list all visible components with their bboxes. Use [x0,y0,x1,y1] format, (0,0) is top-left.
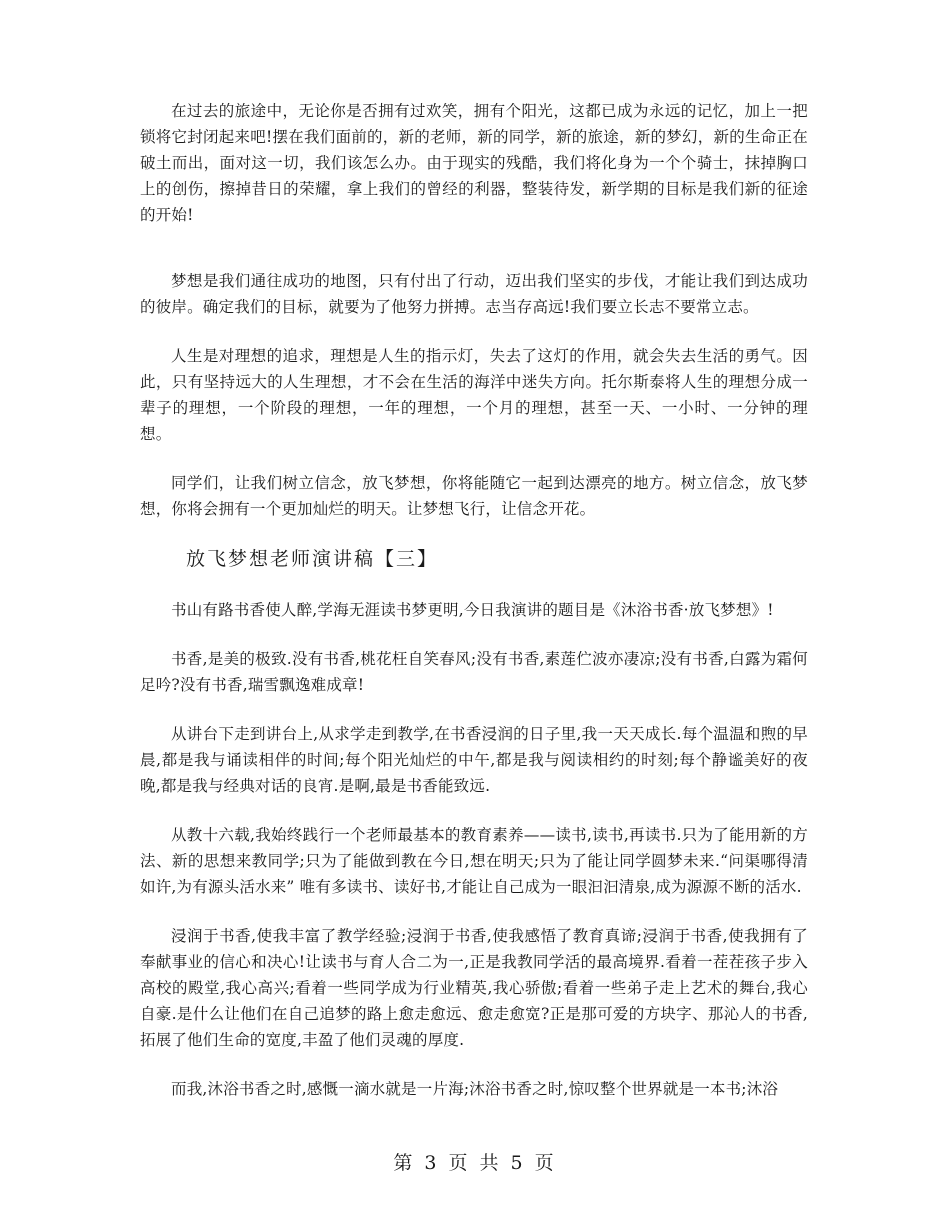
paragraph-4: 同学们，让我们树立信念，放飞梦想，你将能随它一起到达漂亮的地方。树立信念，放飞梦想，你将会拥有一个更加灿烂的明天。让梦想飞行，让信念开花。 [140,474,808,518]
paragraph-2: 梦想是我们通往成功的地图，只有付出了行动，迈出我们坚实的步伐，才能让我们到达成功的彼岸。确定我们的目标，就要为了他努力拼搏。志当存高远!我们要立长志不要常立志。 [140,272,808,316]
paragraph-8: 从教十六载,我始终践行一个老师最基本的教育素养——读书,读书,再读书.只为了能用新的方法、新的思想来教同学;只为了能做到教在今日,想在明天;只为了能让同学圆梦未来.“问渠哪得清如许,为有源头活水来” 唯有多读书、读好书,才能让自己成为一眼汩汩清泉,成为源源不断的活水. [140,826,808,896]
page-number: 第 3 页 共 5 页 [393,1152,557,1174]
paragraph-7: 从讲台下走到讲台上,从求学走到教学,在书香浸润的日子里,我一天天成长.每个温温和煦的早晨,都是我与诵读相伴的时间;每个阳光灿烂的中午,都是我与阅读相约的时刻;每个静谧美好的夜晚,都是我与经典对话的良宵.是啊,最是书香能致远. [140,725,808,795]
paragraph-10: 而我,沐浴书香之时,感慨一滴水就是一片海;沐浴书香之时,惊叹整个世界就是一本书;沐浴 [171,1080,779,1098]
paragraph-5: 书山有路书香使人醉,学海无涯读书梦更明,今日我演讲的题目是《沐浴书香·放飞梦想》! [171,601,774,619]
document-body [140,98,808,1102]
paragraph-3: 人生是对理想的追求，理想是人生的指示灯，失去了这灯的作用，就会失去生活的勇气。因此，只有坚持远大的人生理想，才不会在生活的海洋中迷失方向。托尔斯泰将人生的理想分成一辈子的理想，一个阶段的理想，一年的理想，一个月的理想，甚至一天、一小时、一分钟的理想。 [140,347,808,443]
paragraph-1: 在过去的旅途中，无论你是否拥有过欢笑，拥有个阳光，这都已成为永远的记忆，加上一把锁将它封闭起来吧!摆在我们面前的，新的老师，新的同学，新的旅途，新的梦幻，新的生命正在破土而出，面对这一切，我们该怎么办。由于现实的残酷，我们将化身为一个个骑士，抹掉胸口上的创伤，擦掉昔日的荣耀，拿上我们的曾经的利器，整装待发，新学期的目标是我们新的征途的开始! [140,102,808,224]
paragraph-9: 浸润于书香,使我丰富了教学经验;浸润于书香,使我感悟了教育真谛;浸润于书香,使我拥有了奉献事业的信心和决心!让读书与育人合二为一,正是我教同学活的最高境界.看着一茬茬孩子步入高校的殿堂,我心高兴;看着一些同学成为行业精英,我心骄傲;看着一些弟子走上艺术的舞台,我心自豪.是什么让他们在自己追梦的路上愈走愈远、愈走愈宽?正是那可爱的方块字、那沁人的书香,拓展了他们生命的宽度,丰盈了他们灵魂的厚度. [140,927,808,1049]
paragraph-6: 书香,是美的极致.没有书香,桃花枉自笑春风;没有书香,素莲伫波亦凄凉;没有书香,白露为霜何足吟?没有书香,瑞雪飘逸难成章! [140,650,808,694]
section-heading: 放飞梦想老师演讲稿【三】 [186,548,439,570]
